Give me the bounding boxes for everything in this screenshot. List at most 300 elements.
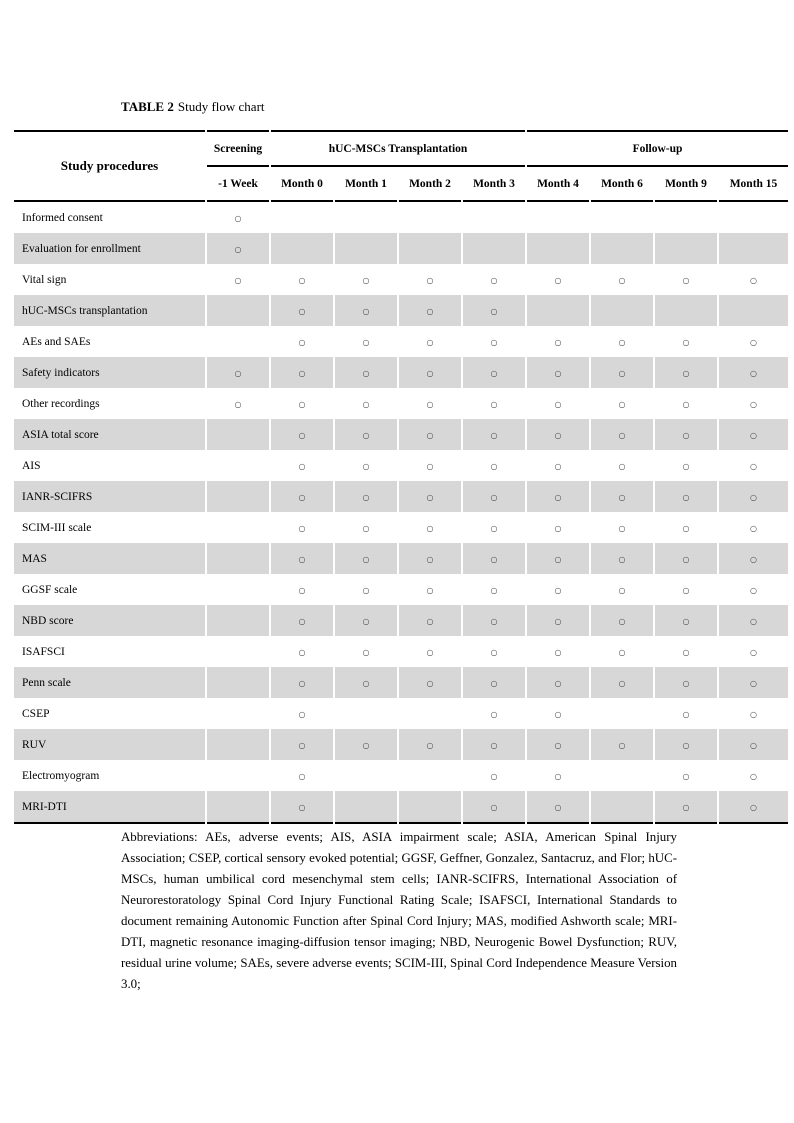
mark-cell [655, 295, 717, 326]
mark-cell [463, 698, 525, 729]
circle-marker: ○ [618, 585, 626, 595]
table-row [14, 233, 788, 264]
mark-cell [463, 481, 525, 512]
mark-cell [719, 388, 788, 419]
mark-cell [527, 791, 589, 824]
circle-marker: ○ [554, 461, 562, 471]
mark-cell [271, 760, 333, 791]
mark-cell [399, 388, 461, 419]
circle-marker: ○ [362, 740, 370, 750]
mark-cell [399, 698, 461, 729]
mark-cell [271, 202, 333, 233]
circle-marker: ○ [750, 616, 757, 626]
circle-marker: ○ [618, 492, 626, 502]
mark-cell [591, 543, 653, 574]
mark-cell [655, 326, 717, 357]
mark-cell [271, 605, 333, 636]
circle-marker: ○ [298, 709, 306, 719]
mark-cell [591, 388, 653, 419]
circle-marker: ○ [554, 554, 562, 564]
mark-cell [719, 729, 788, 760]
mark-cell [655, 698, 717, 729]
circle-marker: ○ [682, 585, 690, 595]
mark-cell [207, 512, 269, 543]
mark-cell [719, 357, 788, 388]
group-header-screening: Screening [207, 130, 269, 167]
circle-marker: ○ [362, 275, 370, 285]
circle-marker: ○ [750, 275, 757, 285]
mark-cell [207, 326, 269, 357]
table-row [14, 295, 788, 326]
table-row [14, 357, 788, 388]
mark-cell [335, 698, 397, 729]
circle-marker: ○ [362, 306, 370, 316]
circle-marker: ○ [362, 368, 370, 378]
row-label: Safety indicators [14, 357, 205, 388]
mark-cell [655, 667, 717, 698]
circle-marker: ○ [618, 616, 626, 626]
table-row [14, 512, 788, 543]
circle-marker: ○ [298, 368, 306, 378]
circle-marker: ○ [554, 337, 562, 347]
mark-cell [335, 574, 397, 605]
circle-marker: ○ [362, 616, 370, 626]
mark-cell [719, 512, 788, 543]
mark-cell [527, 295, 589, 326]
circle-marker: ○ [490, 368, 498, 378]
row-label: AEs and SAEs [14, 326, 205, 357]
table-row [14, 481, 788, 512]
mark-cell [655, 264, 717, 295]
mark-cell [207, 419, 269, 450]
mark-cell [655, 574, 717, 605]
mark-cell [655, 543, 717, 574]
circle-marker: ○ [618, 740, 626, 750]
circle-marker: ○ [490, 461, 498, 471]
row-label: Vital sign [14, 264, 205, 295]
mark-cell [207, 574, 269, 605]
circle-marker: ○ [362, 337, 370, 347]
circle-marker: ○ [490, 585, 498, 595]
circle-marker: ○ [362, 554, 370, 564]
circle-marker: ○ [362, 647, 370, 657]
mark-cell [399, 295, 461, 326]
row-label: Electromyogram [14, 760, 205, 791]
circle-marker: ○ [682, 337, 690, 347]
mark-cell [399, 512, 461, 543]
mark-cell [271, 295, 333, 326]
mark-cell [463, 326, 525, 357]
circle-marker: ○ [298, 461, 306, 471]
circle-marker: ○ [426, 492, 434, 502]
mark-cell [399, 791, 461, 824]
mark-cell [399, 636, 461, 667]
circle-marker: ○ [682, 492, 690, 502]
mark-cell [399, 574, 461, 605]
mark-cell [527, 388, 589, 419]
circle-marker: ○ [298, 430, 306, 440]
circle-marker: ○ [554, 771, 562, 781]
row-label: AIS [14, 450, 205, 481]
circle-marker: ○ [490, 306, 498, 316]
mark-cell [655, 419, 717, 450]
circle-marker: ○ [682, 368, 690, 378]
mark-cell [463, 605, 525, 636]
circle-marker: ○ [490, 523, 498, 533]
circle-marker: ○ [682, 430, 690, 440]
table-row [14, 791, 788, 824]
circle-marker: ○ [554, 492, 562, 502]
mark-cell [335, 264, 397, 295]
circle-marker: ○ [426, 430, 434, 440]
mark-cell [399, 326, 461, 357]
table-row [14, 419, 788, 450]
circle-marker: ○ [490, 430, 498, 440]
mark-cell [463, 760, 525, 791]
circle-marker: ○ [426, 647, 434, 657]
circle-marker: ○ [298, 802, 306, 812]
circle-marker: ○ [554, 523, 562, 533]
circle-marker: ○ [618, 461, 626, 471]
circle-marker: ○ [298, 523, 306, 533]
circle-marker: ○ [298, 616, 306, 626]
table-row [14, 388, 788, 419]
circle-marker: ○ [426, 461, 434, 471]
circle-marker: ○ [298, 554, 306, 564]
mark-cell [399, 543, 461, 574]
circle-marker: ○ [490, 399, 498, 409]
timepoint-header: Month 9 [655, 167, 717, 202]
mark-cell [591, 264, 653, 295]
circle-marker: ○ [682, 709, 690, 719]
table-caption [121, 99, 265, 115]
circle-marker: ○ [426, 368, 434, 378]
circle-marker: ○ [750, 554, 757, 564]
circle-marker: ○ [554, 275, 562, 285]
mark-cell [527, 636, 589, 667]
mark-cell [719, 698, 788, 729]
mark-cell [271, 729, 333, 760]
circle-marker: ○ [750, 461, 757, 471]
mark-cell [335, 419, 397, 450]
timepoint-header: Month 6 [591, 167, 653, 202]
mark-cell [463, 729, 525, 760]
mark-cell [527, 543, 589, 574]
mark-cell [207, 760, 269, 791]
mark-cell [527, 357, 589, 388]
table-row [14, 760, 788, 791]
circle-marker: ○ [426, 678, 434, 688]
circle-marker: ○ [362, 461, 370, 471]
mark-cell [271, 233, 333, 264]
table-row [14, 729, 788, 760]
mark-cell [207, 605, 269, 636]
table-row [14, 574, 788, 605]
mark-cell [591, 574, 653, 605]
mark-cell [335, 233, 397, 264]
circle-marker: ○ [750, 430, 757, 440]
mark-cell [591, 667, 653, 698]
timepoint-header: Month 15 [719, 167, 788, 202]
circle-marker: ○ [682, 771, 690, 781]
mark-cell [719, 667, 788, 698]
mark-cell [655, 233, 717, 264]
table-row [14, 450, 788, 481]
mark-cell [463, 636, 525, 667]
mark-cell [335, 326, 397, 357]
circle-marker: ○ [618, 647, 626, 657]
mark-cell [655, 791, 717, 824]
mark-cell [655, 636, 717, 667]
circle-marker: ○ [298, 306, 306, 316]
mark-cell [207, 791, 269, 824]
table-row [14, 605, 788, 636]
row-label: Informed consent [14, 202, 205, 233]
circle-marker: ○ [682, 802, 690, 812]
circle-marker: ○ [682, 678, 690, 688]
row-label: RUV [14, 729, 205, 760]
row-label: Evaluation for enrollment [14, 233, 205, 264]
row-label: ASIA total score [14, 419, 205, 450]
mark-cell [335, 605, 397, 636]
circle-marker: ○ [750, 802, 757, 812]
mark-cell [207, 295, 269, 326]
circle-marker: ○ [490, 647, 498, 657]
table-row [14, 543, 788, 574]
mark-cell [719, 636, 788, 667]
mark-cell [399, 667, 461, 698]
circle-marker: ○ [618, 368, 626, 378]
timepoint-header: Month 3 [463, 167, 525, 202]
circle-marker: ○ [554, 740, 562, 750]
circle-marker: ○ [554, 616, 562, 626]
circle-marker: ○ [362, 523, 370, 533]
mark-cell [655, 605, 717, 636]
mark-cell [271, 388, 333, 419]
mark-cell [591, 729, 653, 760]
circle-marker: ○ [298, 678, 306, 688]
mark-cell [463, 388, 525, 419]
mark-cell [527, 450, 589, 481]
circle-marker: ○ [554, 430, 562, 440]
mark-cell [719, 791, 788, 824]
circle-marker: ○ [234, 399, 242, 409]
mark-cell [591, 295, 653, 326]
circle-marker: ○ [554, 399, 562, 409]
row-label: MAS [14, 543, 205, 574]
mark-cell [207, 543, 269, 574]
mark-cell [399, 729, 461, 760]
circle-marker: ○ [618, 430, 626, 440]
timepoint-header: Month 4 [527, 167, 589, 202]
circle-marker: ○ [682, 523, 690, 533]
circle-marker: ○ [298, 275, 306, 285]
mark-cell [591, 481, 653, 512]
mark-cell [719, 481, 788, 512]
mark-cell [335, 636, 397, 667]
abbreviations-footnote: Abbreviations: AEs, adverse events; AIS, ASIA impairment scale; ASIA, American Spinal Injury Association; CSEP, cortical sensory evoked potential; GGSF, Geffner, Gonzalez, Santacruz, and Flor; hUC-MSCs, human umbilical cord mesenchymal stem cells; IANR-SCIFRS, International Association of Neurorestoratology Spinal Cord Injury Functional Rating Scale; ISAFSCI, International Standards to document remaining Autonomic Function after Spinal Cord Injury; MAS, modified Ashworth scale; MRI-DTI, magnetic resonance imaging-diffusion tensor imaging; NBD, Neurogenic Bowel Dysfunction; RUV, residual urine volume; SAEs, severe adverse events; SCIM-III, Spinal Cord Independence Measure Version 3.0; [121, 830, 677, 991]
mark-cell [719, 295, 788, 326]
circle-marker: ○ [682, 399, 690, 409]
mark-cell [463, 419, 525, 450]
circle-marker: ○ [362, 430, 370, 440]
circle-marker: ○ [426, 523, 434, 533]
circle-marker: ○ [426, 740, 434, 750]
timepoint-header: -1 Week [207, 167, 269, 202]
mark-cell [207, 233, 269, 264]
mark-cell [591, 202, 653, 233]
table-row [14, 698, 788, 729]
group-header-transplantation: hUC-MSCs Transplantation [271, 130, 525, 167]
mark-cell [399, 264, 461, 295]
mark-cell [271, 698, 333, 729]
group-header-followup: Follow-up [527, 130, 788, 167]
study-flow-table [12, 130, 790, 824]
circle-marker: ○ [298, 771, 306, 781]
row-label: Other recordings [14, 388, 205, 419]
mark-cell [719, 264, 788, 295]
circle-marker: ○ [362, 678, 370, 688]
circle-marker: ○ [234, 275, 242, 285]
circle-marker: ○ [750, 492, 757, 502]
row-label: CSEP [14, 698, 205, 729]
circle-marker: ○ [750, 771, 757, 781]
mark-cell [271, 636, 333, 667]
mark-cell [527, 574, 589, 605]
mark-cell [207, 481, 269, 512]
mark-cell [271, 264, 333, 295]
mark-cell [207, 357, 269, 388]
circle-marker: ○ [750, 368, 757, 378]
circle-marker: ○ [426, 337, 434, 347]
circle-marker: ○ [490, 275, 498, 285]
mark-cell [655, 729, 717, 760]
mark-cell [719, 233, 788, 264]
mark-cell [527, 760, 589, 791]
circle-marker: ○ [554, 368, 562, 378]
mark-cell [527, 326, 589, 357]
mark-cell [463, 233, 525, 264]
mark-cell [527, 264, 589, 295]
mark-cell [719, 605, 788, 636]
mark-cell [399, 605, 461, 636]
circle-marker: ○ [490, 337, 498, 347]
mark-cell [207, 729, 269, 760]
mark-cell [591, 512, 653, 543]
mark-cell [463, 202, 525, 233]
mark-cell [399, 357, 461, 388]
circle-marker: ○ [362, 585, 370, 595]
circle-marker: ○ [298, 740, 306, 750]
mark-cell [527, 698, 589, 729]
mark-cell [271, 791, 333, 824]
row-label: SCIM-III scale [14, 512, 205, 543]
mark-cell [335, 295, 397, 326]
table-row [14, 667, 788, 698]
mark-cell [271, 574, 333, 605]
circle-marker: ○ [750, 585, 757, 595]
mark-cell [335, 760, 397, 791]
mark-cell [399, 481, 461, 512]
mark-cell [463, 264, 525, 295]
mark-cell [527, 667, 589, 698]
circle-marker: ○ [750, 337, 757, 347]
mark-cell [527, 729, 589, 760]
circle-marker: ○ [490, 771, 498, 781]
table-row [14, 636, 788, 667]
circle-marker: ○ [750, 678, 757, 688]
mark-cell [591, 791, 653, 824]
mark-cell [527, 419, 589, 450]
circle-marker: ○ [618, 554, 626, 564]
mark-cell [271, 512, 333, 543]
mark-cell [335, 202, 397, 233]
circle-marker: ○ [234, 368, 242, 378]
mark-cell [335, 388, 397, 419]
circle-marker: ○ [750, 709, 757, 719]
circle-marker: ○ [298, 399, 306, 409]
circle-marker: ○ [426, 616, 434, 626]
circle-marker: ○ [426, 585, 434, 595]
row-label: NBD score [14, 605, 205, 636]
mark-cell [719, 543, 788, 574]
circle-marker: ○ [426, 275, 434, 285]
circle-marker: ○ [426, 306, 434, 316]
mark-cell [335, 791, 397, 824]
row-label: MRI-DTI [14, 791, 205, 824]
mark-cell [207, 202, 269, 233]
mark-cell [399, 760, 461, 791]
circle-marker: ○ [554, 709, 562, 719]
circle-marker: ○ [234, 213, 242, 223]
mark-cell [271, 357, 333, 388]
timepoint-header: Month 1 [335, 167, 397, 202]
mark-cell [591, 760, 653, 791]
mark-cell [655, 512, 717, 543]
circle-marker: ○ [750, 647, 757, 657]
mark-cell [271, 326, 333, 357]
circle-marker: ○ [682, 554, 690, 564]
mark-cell [655, 481, 717, 512]
mark-cell [335, 729, 397, 760]
mark-cell [399, 233, 461, 264]
circle-marker: ○ [554, 678, 562, 688]
circle-marker: ○ [618, 337, 626, 347]
column-header-study-procedures: Study procedures [14, 130, 205, 202]
mark-cell [591, 605, 653, 636]
mark-cell [335, 481, 397, 512]
timepoint-header: Month 0 [271, 167, 333, 202]
circle-marker: ○ [682, 616, 690, 626]
circle-marker: ○ [362, 399, 370, 409]
circle-marker: ○ [298, 647, 306, 657]
timepoint-header: Month 2 [399, 167, 461, 202]
row-label: hUC-MSCs transplantation [14, 295, 205, 326]
mark-cell [655, 388, 717, 419]
mark-cell [719, 326, 788, 357]
mark-cell [271, 419, 333, 450]
circle-marker: ○ [682, 647, 690, 657]
circle-marker: ○ [618, 523, 626, 533]
circle-marker: ○ [490, 802, 498, 812]
circle-marker: ○ [426, 399, 434, 409]
circle-marker: ○ [490, 554, 498, 564]
mark-cell [591, 326, 653, 357]
mark-cell [463, 357, 525, 388]
circle-marker: ○ [426, 554, 434, 564]
mark-cell [655, 450, 717, 481]
mark-cell [335, 357, 397, 388]
